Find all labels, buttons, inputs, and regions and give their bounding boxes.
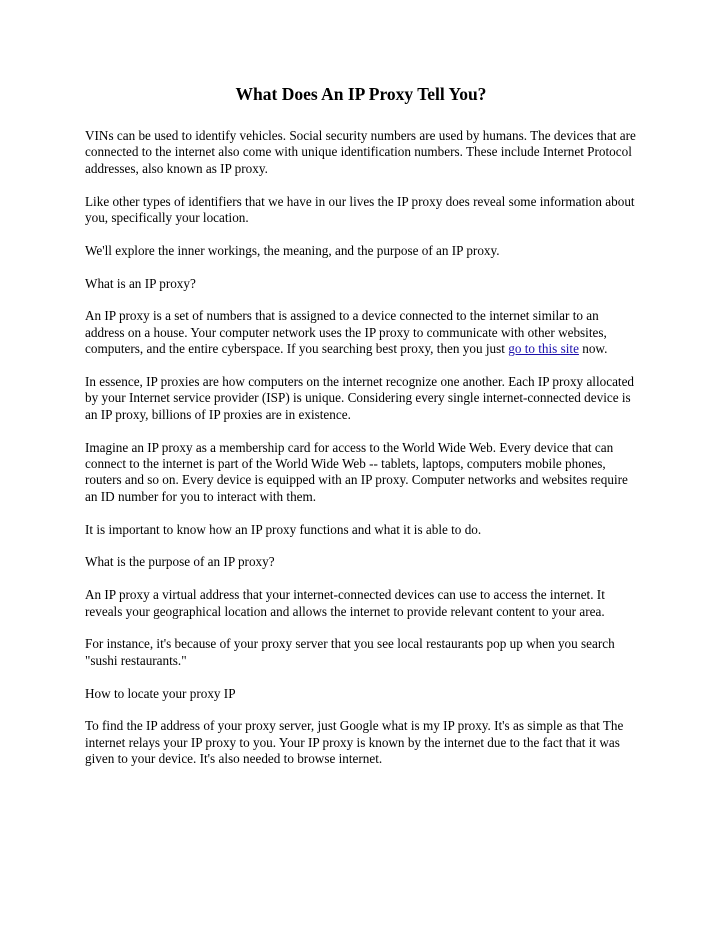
paragraph-definition-text: An IP proxy is a set of numbers that is assigned to a device connected to the internet similar to an address on a house. Your computer network uses the IP proxy to communicate with other websites, computers, and the entire cyberspace. If you searching best proxy, then you just	[85, 308, 607, 357]
paragraph-virtual-address: An IP proxy a virtual address that your internet-connected devices can use to access the internet. It reveals your geographical location and allows the internet to provide relevant content to your area.	[85, 587, 605, 619]
heading-what-is-ip-proxy: What is an IP proxy?	[85, 275, 196, 291]
paragraph-essence: In essence, IP proxies are how computers on the internet recognize one another. Each IP proxy allocated by your Internet service provider (ISP) is unique. Considering every single internet-connected device is an IP proxy, billions of IP proxies are in existence.	[85, 374, 635, 422]
paragraph-identifiers: Like other types of identifiers that we have in our lives the IP proxy does reveal some information about you, specifically your location.	[85, 193, 635, 226]
paragraph-membership-card: Imagine an IP proxy as a membership card for access to the World Wide Web. Every device that can connect to the internet is part of the World Wide Web -- tablets, laptops, computers mobile phones, routers and so on. Every device is equipped with an IP proxy. Computer networks and websites require an ID number for you to interact with them.	[85, 439, 628, 504]
paragraph-importance: It is important to know how an IP proxy functions and what it is able to do.	[85, 521, 482, 537]
paragraph-explore: We'll explore the inner workings, the meaning, and the purpose of an IP proxy.	[85, 242, 500, 258]
page-title: What Does An IP Proxy Tell You?	[235, 84, 487, 104]
heading-locate: How to locate your proxy IP	[85, 685, 236, 701]
paragraph-definition	[85, 308, 637, 357]
heading-purpose: What is the purpose of an IP proxy?	[85, 554, 275, 570]
document-page	[85, 83, 637, 784]
paragraph-find-ip: To find the IP address of your proxy server, just Google what is my IP proxy. It's as simple as that The internet relays your IP proxy to you. Your IP proxy is known by the internet due to the fact that it was given to your device. It's also needed to browse internet.	[85, 718, 624, 767]
go-to-site-link[interactable]: go to this site	[508, 341, 579, 357]
paragraph-instance: For instance, it's because of your proxy server that you see local restaurants pop up when you search "sushi restaurants."	[85, 636, 615, 668]
paragraph-intro: VINs can be used to identify vehicles. Social security numbers are used by humans. The devices that are connected to the internet also come with unique identification numbers. These include Internet Protocol addresses, also known as IP proxy.	[85, 128, 636, 176]
paragraph-definition-tail: now.	[578, 341, 608, 357]
